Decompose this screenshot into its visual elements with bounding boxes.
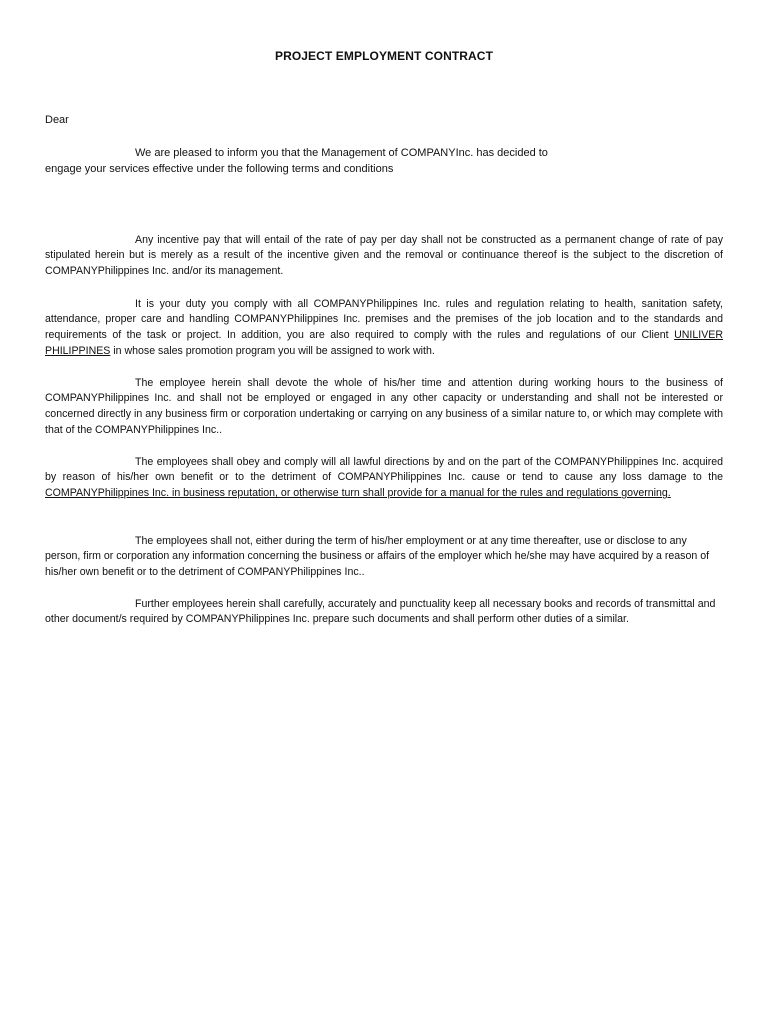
paragraph-obedience-text: The employees shall obey and comply will all lawful directions by and on the part of the COMPANYPhilippines Inc. acquired by reason of his/her own benefit or to the detriment of COMPANYPhilippines Inc. cause or tend to cause any loss damage to the: [45, 455, 723, 484]
paragraph-compliance: [45, 297, 723, 360]
paragraph-compliance-text-end: in whose sales promotion program you will be assigned to work with.: [110, 344, 435, 357]
intro-line-2: engage your services effective under the following terms and conditions: [45, 163, 394, 175]
paragraph-records: Further employees herein shall carefully, accurately and punctuality keep all necessary books and records of transmittal and other document/s required by COMPANYPhilippines Inc. prepare such documents and shall perform other duties of a similar.: [45, 597, 716, 626]
intro-line-1: We are pleased to inform you that the Management of COMPANYInc. has decided to: [135, 147, 548, 159]
paragraph-compliance-text: It is your duty you comply with all COMPANYPhilippines Inc. rules and regulation relating to health, sanitation safety, attendance, proper care and handling COMPANYPhilippines Inc. premises and the premises of the job location and to the standards and requirements of the task or project. In addition, you are also required to comply with the rules and regulations of our Client: [45, 297, 723, 342]
paragraph-incentive-pay: Any incentive pay that will entail of the rate of pay per day shall not be constructed as a permanent change of rate of pay stipulated herein but is merely as a result of the incentive given and the removal or continuance thereof is the subject to the discretion of COMPANYPhilippines Inc. and/or its management.: [45, 233, 723, 278]
client-name: UNILIVER PHILIPPINES: [45, 329, 723, 357]
paragraph-devotion: The employee herein shall devote the whole of his/her time and attention during working hours to the business of COMPANYPhilippines Inc. and shall not be employed or engaged in any other capacity or understanding and shall not be interested or concerned directly in any business firm or corporation undertaking or carrying on any business of a similar nature to, or which may complete with that of the COMPANYPhilippines Inc..: [45, 376, 723, 436]
salutation: Dear: [45, 114, 69, 126]
document-title: PROJECT EMPLOYMENT CONTRACT: [274, 49, 494, 63]
paragraph-obedience-underlined: COMPANYPhilippines Inc. in business reputation, or otherwise turn shall provide for a manual for the rules and regulations governing.: [45, 487, 671, 500]
paragraph-confidentiality: The employees shall not, either during the term of his/her employment or at any time thereafter, use or disclose to any person, firm or corporation any information concerning the business or affairs of the employer which he/she may have acquired by a reason of his/her own benefit or to the detriment of COMPANYPhilippines Inc..: [45, 534, 710, 579]
intro-paragraph: [45, 145, 575, 177]
paragraph-obedience: [45, 455, 723, 502]
